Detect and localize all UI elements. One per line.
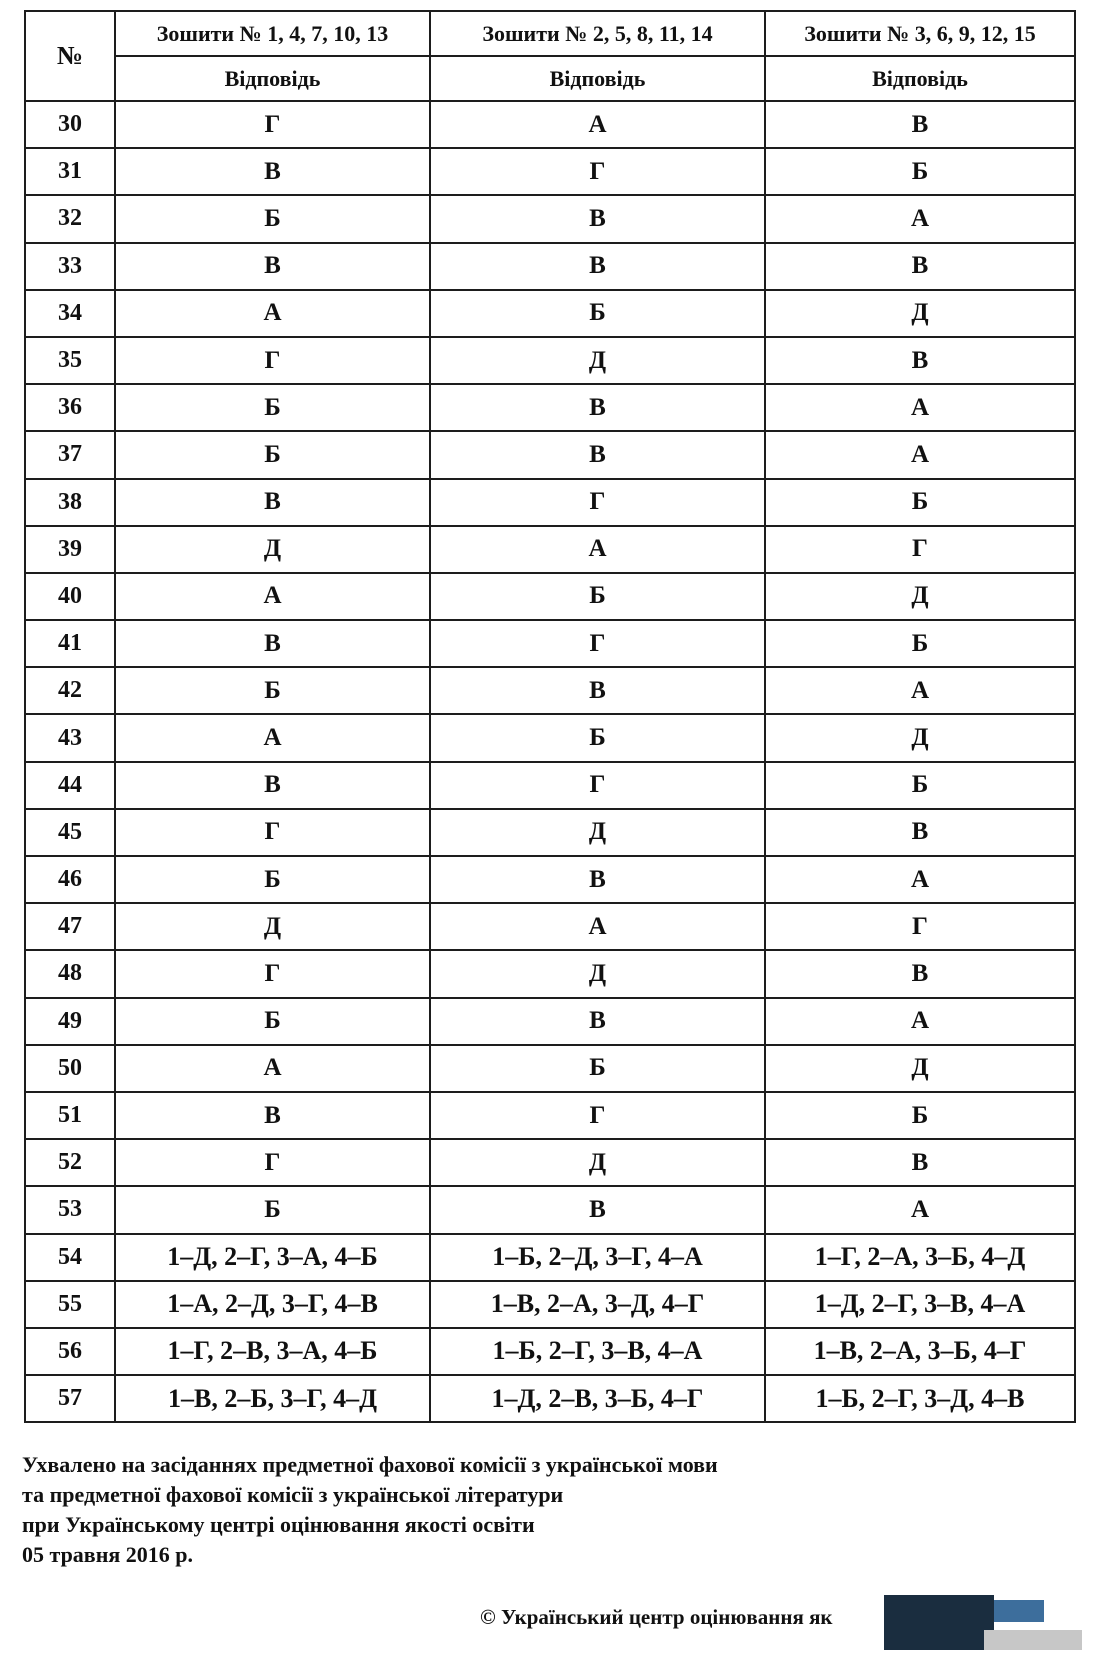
question-number: 31 [25, 148, 115, 195]
approval-line: Ухвалено на засіданнях предметної фахової комісії з української мови [22, 1452, 718, 1477]
answer-cell-booklet-3: А [765, 195, 1075, 242]
table-row [25, 1092, 1075, 1139]
table-row [25, 667, 1075, 714]
answer-cell-booklet-1: В [115, 620, 430, 667]
question-number: 44 [25, 762, 115, 809]
answer-cell-booklet-2: Г [430, 148, 765, 195]
question-number: 35 [25, 337, 115, 384]
table-row [25, 1375, 1075, 1422]
answer-cell-booklet-3: В [765, 809, 1075, 856]
question-number: 40 [25, 573, 115, 620]
answer-cell-booklet-3: Д [765, 290, 1075, 337]
answer-cell-booklet-1: А [115, 290, 430, 337]
answer-cell-booklet-3: А [765, 998, 1075, 1045]
answer-cell-booklet-1: Б [115, 998, 430, 1045]
watermark-band [994, 1600, 1044, 1622]
table-row [25, 337, 1075, 384]
table-row [25, 101, 1075, 148]
question-number: 46 [25, 856, 115, 903]
answer-cell-booklet-3: Б [765, 1092, 1075, 1139]
approval-line: та предметної фахової комісії з української літератури [22, 1482, 564, 1507]
answer-cell-booklet-2: Д [430, 1139, 765, 1186]
question-number: 30 [25, 101, 115, 148]
watermark-logo [884, 1595, 994, 1650]
answer-cell-booklet-1: Г [115, 1139, 430, 1186]
question-number: 34 [25, 290, 115, 337]
answer-cell-booklet-2: В [430, 243, 765, 290]
answer-key-table [24, 10, 1076, 1423]
answer-cell-booklet-3: Д [765, 1045, 1075, 1092]
answer-cell-booklet-2: Д [430, 950, 765, 997]
answer-cell-booklet-3: Г [765, 903, 1075, 950]
question-number: 57 [25, 1375, 115, 1422]
answer-cell-booklet-2: Г [430, 620, 765, 667]
answer-cell-booklet-3: В [765, 1139, 1075, 1186]
question-number: 55 [25, 1281, 115, 1328]
answer-cell-booklet-2: Д [430, 337, 765, 384]
table-row [25, 1234, 1075, 1281]
question-number: 49 [25, 998, 115, 1045]
copyright-footer: © Український центр оцінювання як [480, 1605, 833, 1629]
question-number: 54 [25, 1234, 115, 1281]
question-number: 36 [25, 384, 115, 431]
answer-cell-booklet-3: А [765, 856, 1075, 903]
question-number: 51 [25, 1092, 115, 1139]
answer-cell-booklet-1: Б [115, 856, 430, 903]
answer-cell-booklet-3: А [765, 1186, 1075, 1233]
answer-header-1: Відповідь [115, 56, 430, 101]
answer-cell-booklet-1: Д [115, 903, 430, 950]
answer-cell-booklet-3: Б [765, 479, 1075, 526]
answer-cell-booklet-2: 1–Б, 2–Г, 3–В, 4–А [430, 1328, 765, 1375]
question-number: 32 [25, 195, 115, 242]
answer-cell-booklet-3: Г [765, 526, 1075, 573]
answer-cell-booklet-3: А [765, 431, 1075, 478]
question-number: 45 [25, 809, 115, 856]
answer-cell-booklet-2: Г [430, 762, 765, 809]
answer-cell-booklet-3: Б [765, 148, 1075, 195]
answer-cell-booklet-1: А [115, 573, 430, 620]
answer-cell-booklet-1: Б [115, 1186, 430, 1233]
table-row [25, 809, 1075, 856]
answer-cell-booklet-2: 1–Д, 2–В, 3–Б, 4–Г [430, 1375, 765, 1422]
table-row [25, 573, 1075, 620]
booklet-header-3: Зошити № 3, 6, 9, 12, 15 [765, 11, 1075, 56]
table-body [25, 101, 1075, 1422]
question-number: 37 [25, 431, 115, 478]
answer-cell-booklet-3: Б [765, 620, 1075, 667]
answer-cell-booklet-3: В [765, 337, 1075, 384]
answer-cell-booklet-3: В [765, 101, 1075, 148]
approval-date: 05 травня 2016 р. [22, 1542, 194, 1567]
booklet-header-1: Зошити № 1, 4, 7, 10, 13 [115, 11, 430, 56]
answer-cell-booklet-2: Б [430, 290, 765, 337]
table-row [25, 1045, 1075, 1092]
table-row [25, 243, 1075, 290]
answer-cell-booklet-3: Б [765, 762, 1075, 809]
answer-cell-booklet-1: 1–А, 2–Д, 3–Г, 4–В [115, 1281, 430, 1328]
answer-cell-booklet-2: Г [430, 479, 765, 526]
table-row [25, 1281, 1075, 1328]
answer-cell-booklet-3: 1–Б, 2–Г, 3–Д, 4–В [765, 1375, 1075, 1422]
table-row [25, 1186, 1075, 1233]
answer-cell-booklet-2: В [430, 195, 765, 242]
answer-cell-booklet-1: В [115, 243, 430, 290]
watermark-band-gray [984, 1630, 1082, 1650]
answer-cell-booklet-1: А [115, 714, 430, 761]
table-row [25, 290, 1075, 337]
question-number: 38 [25, 479, 115, 526]
answer-cell-booklet-1: Б [115, 431, 430, 478]
answer-cell-booklet-2: 1–Б, 2–Д, 3–Г, 4–А [430, 1234, 765, 1281]
table-row [25, 714, 1075, 761]
answer-cell-booklet-2: А [430, 903, 765, 950]
table-row [25, 1139, 1075, 1186]
question-number: 42 [25, 667, 115, 714]
question-number: 41 [25, 620, 115, 667]
table-row [25, 856, 1075, 903]
answer-cell-booklet-1: Г [115, 101, 430, 148]
answer-cell-booklet-2: В [430, 667, 765, 714]
answer-cell-booklet-1: А [115, 1045, 430, 1092]
question-number: 56 [25, 1328, 115, 1375]
table-row [25, 762, 1075, 809]
table-row [25, 950, 1075, 997]
answer-cell-booklet-3: А [765, 667, 1075, 714]
table-row [25, 1328, 1075, 1375]
answer-cell-booklet-1: 1–Г, 2–В, 3–А, 4–Б [115, 1328, 430, 1375]
question-number: 50 [25, 1045, 115, 1092]
question-number: 33 [25, 243, 115, 290]
answer-cell-booklet-2: В [430, 1186, 765, 1233]
answer-cell-booklet-1: В [115, 479, 430, 526]
answer-cell-booklet-2: Д [430, 809, 765, 856]
answer-cell-booklet-2: В [430, 998, 765, 1045]
question-number: 48 [25, 950, 115, 997]
table-header [25, 11, 1075, 101]
answer-cell-booklet-1: В [115, 762, 430, 809]
answer-cell-booklet-2: 1–В, 2–А, 3–Д, 4–Г [430, 1281, 765, 1328]
answer-header-3: Відповідь [765, 56, 1075, 101]
answer-cell-booklet-1: Г [115, 950, 430, 997]
answer-cell-booklet-3: В [765, 950, 1075, 997]
question-number: 53 [25, 1186, 115, 1233]
answer-cell-booklet-1: Б [115, 195, 430, 242]
answer-cell-booklet-1: 1–В, 2–Б, 3–Г, 4–Д [115, 1375, 430, 1422]
answer-cell-booklet-1: Б [115, 384, 430, 431]
answer-cell-booklet-1: Б [115, 667, 430, 714]
answer-cell-booklet-3: 1–В, 2–А, 3–Б, 4–Г [765, 1328, 1075, 1375]
answer-cell-booklet-3: Д [765, 573, 1075, 620]
answer-cell-booklet-3: В [765, 243, 1075, 290]
answer-cell-booklet-3: 1–Г, 2–А, 3–Б, 4–Д [765, 1234, 1075, 1281]
table-row [25, 431, 1075, 478]
answer-cell-booklet-1: Д [115, 526, 430, 573]
approval-line: при Українському центрі оцінювання якості освіти [22, 1512, 535, 1537]
answer-cell-booklet-3: Д [765, 714, 1075, 761]
answer-cell-booklet-2: Б [430, 1045, 765, 1092]
number-column-header: № [25, 11, 115, 101]
answer-cell-booklet-2: Б [430, 714, 765, 761]
table-row [25, 903, 1075, 950]
answer-cell-booklet-3: 1–Д, 2–Г, 3–В, 4–А [765, 1281, 1075, 1328]
question-number: 47 [25, 903, 115, 950]
table-row [25, 998, 1075, 1045]
answer-cell-booklet-2: В [430, 856, 765, 903]
table-row [25, 148, 1075, 195]
table-row [25, 620, 1075, 667]
table-row [25, 479, 1075, 526]
answer-cell-booklet-1: Г [115, 809, 430, 856]
table-row [25, 195, 1075, 242]
table-row [25, 384, 1075, 431]
answer-cell-booklet-2: Б [430, 573, 765, 620]
table-row [25, 526, 1075, 573]
answer-cell-booklet-2: Г [430, 1092, 765, 1139]
question-number: 39 [25, 526, 115, 573]
answer-cell-booklet-2: А [430, 101, 765, 148]
question-number: 43 [25, 714, 115, 761]
answer-cell-booklet-2: А [430, 526, 765, 573]
question-number: 52 [25, 1139, 115, 1186]
answer-header-2: Відповідь [430, 56, 765, 101]
answer-cell-booklet-2: В [430, 384, 765, 431]
answer-cell-booklet-1: Г [115, 337, 430, 384]
approval-note [22, 1450, 718, 1570]
booklet-header-2: Зошити № 2, 5, 8, 11, 14 [430, 11, 765, 56]
answer-cell-booklet-1: В [115, 1092, 430, 1139]
answer-cell-booklet-3: А [765, 384, 1075, 431]
answer-cell-booklet-2: В [430, 431, 765, 478]
answer-cell-booklet-1: 1–Д, 2–Г, 3–А, 4–Б [115, 1234, 430, 1281]
answer-cell-booklet-1: В [115, 148, 430, 195]
